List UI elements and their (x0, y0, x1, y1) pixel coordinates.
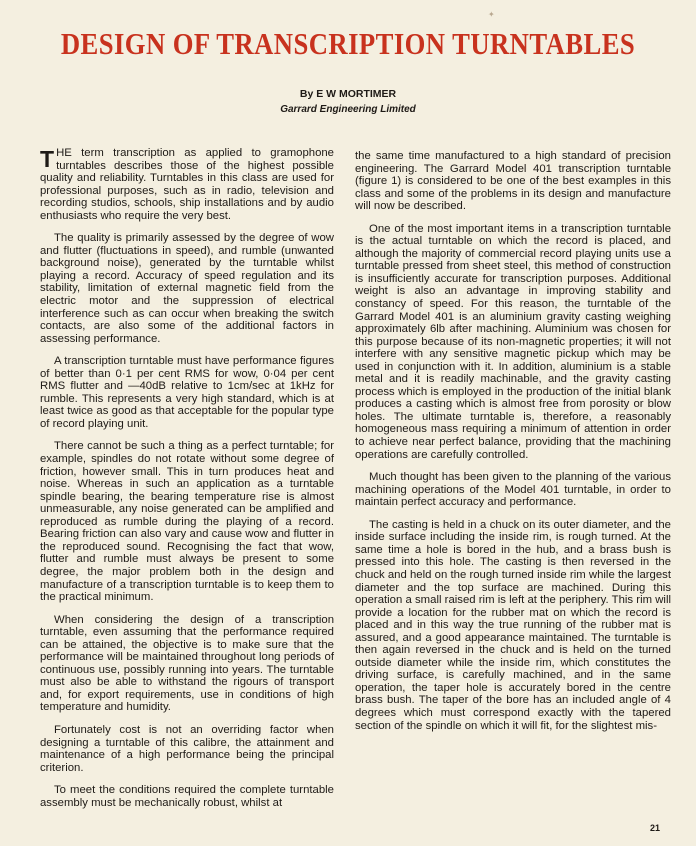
article-title: DESIGN OF TRANSCRIPTION TURNTABLES (60, 26, 636, 61)
paragraph: To meet the conditions required the complete turntable assembly must be mechanically robust, whilst at (40, 784, 334, 809)
right-column (355, 150, 671, 742)
author-byline: By E W MORTIMER (299, 88, 397, 100)
author-affiliation: Garrard Engineering Limited (280, 104, 416, 115)
left-column (40, 147, 334, 819)
paragraph-text: HE term transcription as applied to gramophone turntables describes those of the highest possible quality and reliability. Turntables in this class are used for professional purposes, such as in radio, television and recording studios, schools, ship installations and by audio enthusiasts who require the very best. (40, 147, 334, 222)
paragraph: There cannot be such a thing as a perfect turntable; for example, spindles do not rotate without some degree of friction, however small. This in turn produces heat and noise. Whereas in such an application as a turntable spindle bearing, the bearing temperature rise is almost unmeasurable, any noise generated can be amplified and reproduced as rumble during the playing of a record. Bearing friction can also vary and cause wow and flutter in the reproduced sound. Recognising the fact that wow, flutter and rumble must always be present to some degree, the major problem both in the design and manufacture of a transcription turntable is to keep them to the practical minimum. (40, 440, 334, 604)
paper-speck: ✦ (488, 10, 495, 19)
paragraph: Much thought has been given to the planning of the various machining operations of the Model 401 turntable, in order to maintain perfect accuracy and performance. (355, 471, 671, 509)
paragraph: The quality is primarily assessed by the degree of wow and flutter (fluctuations in speed), and rumble (unwanted background noise), generated by the turntable whilst playing a record. Accuracy of speed regulation and its stability, limitation of external magnetic field from the electric motor and the suppression of electrical interference such as can occur when breaking the switch contacts, are also some of the additional factors in assessing performance. (40, 232, 334, 345)
paragraph: A transcription turntable must have performance figures of better than 0·1 per cent RMS for wow, 0·04 per cent RMS flutter and —40dB relative to 1cm/sec at 1kHz for rumble. This represents a very high standard, which is at least twice as good as that acceptable for the popular type of record playing unit. (40, 355, 334, 430)
paragraph: One of the most important items in a transcription turntable is the actual turntable on which the record is placed, and although the majority of commercial record playing units use a turntable pressed from sheet steel, this method of construction is insufficiently accurate for transcription purposes. Additional weight is also an advantage in improving stability and constancy of speed. For this reason, the turntable of the Garrard Model 401 is an aluminium gravity casting weighing approximately 6lb after machining. Aluminium was chosen for this purpose because of its non-magnetic properties; it will not interfere with any sensitive magnetic pickup which may be used in conjunction with it. In addition, aluminium is a stable metal and it is readily machinable, and the gravity casting process which is employed in the production of the initial blank produces a casting which is almost free from porosity or blow holes. The ultimate turntable is, therefore, a reasonably homogeneous mass requiring a minimum of attention in order to achieve near perfect balance, providing that the machining operations are carefully controlled. (355, 222, 671, 461)
paragraph (40, 147, 334, 222)
drop-cap: T (40, 146, 55, 172)
paragraph: the same time manufactured to a high standard of precision engineering. The Garrard Model 401 transcription turntable (figure 1) is considered to be one of the best examples in this class and some of the problems in its design and manufacture will now be described. (355, 150, 671, 213)
page-number: 21 (650, 823, 661, 833)
paragraph: Fortunately cost is not an overriding factor when designing a turntable of this calibre, the attainment and maintenance of a high performance being the principal criterion. (40, 723, 334, 774)
paragraph: The casting is held in a chuck on its outer diameter, and the inside surface including the inside rim, is rough turned. At the same time a hole is bored in the hub, and a brass bush is pressed into this hole. The casting is then reversed in the chuck and held on the rough turned inside rim while the largest diameter and the top surface are machined. During this operation a small raised rim is left at the periphery. This rim will provide a location for the rubber mat on which the record is placed and in this way the true running of the rubber mat is assured, and a good appearance maintained. The turntable is then again reversed in the chuck and is held on the turned outside diameter while the inside rim, which constitutes the driving surface, is carefully machined, and in the same operation, the taper hole is accurately bored in the centre brass bush. The taper of the bore has an included angle of 4 degrees which must correspond exactly with the tapered section of the spindle on which it will fit, for the slightest mis- (355, 518, 671, 732)
paragraph: When considering the design of a transcription turntable, even assuming that the performance required can be attained, the objective is to make sure that the performance will be maintained throughout long periods of continuous use, possibly running into years. The turntable must also be able to withstand the rigours of transport and, for export requirements, use in conditions of high temperature and humidity. (40, 613, 334, 714)
